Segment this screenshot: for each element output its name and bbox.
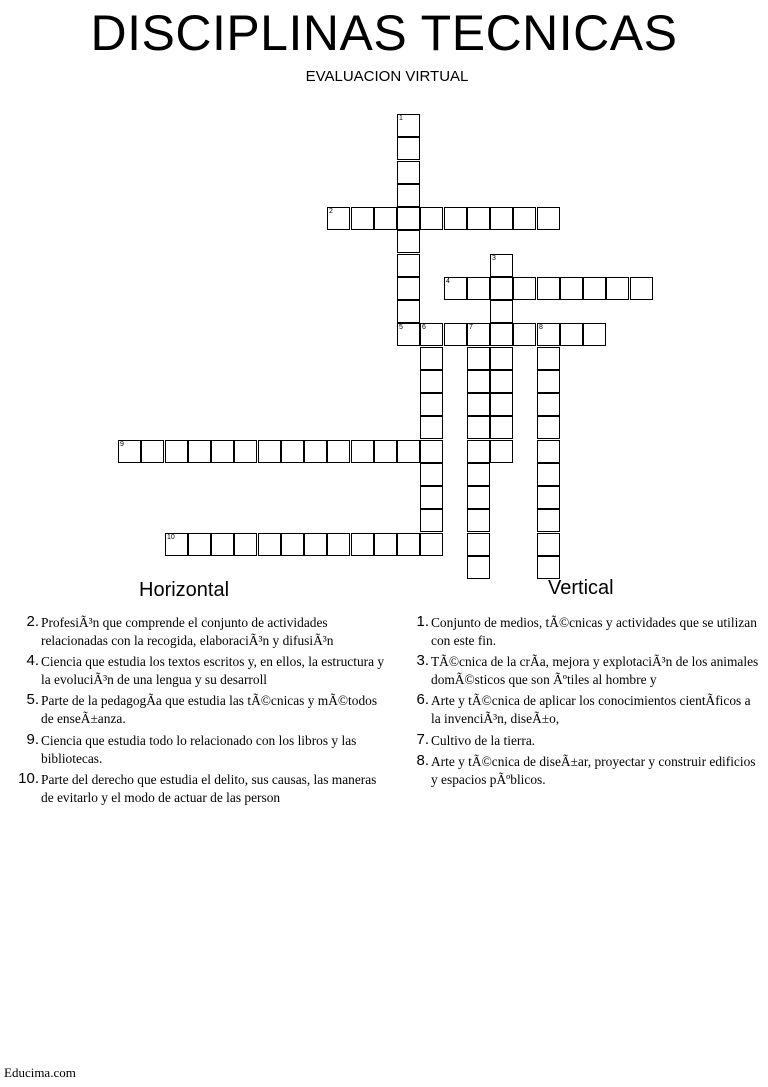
crossword-cell[interactable] bbox=[537, 509, 560, 532]
crossword-cell[interactable] bbox=[583, 323, 606, 346]
crossword-cell[interactable] bbox=[397, 533, 420, 556]
clue-item bbox=[26, 730, 386, 768]
clue-item bbox=[416, 613, 761, 650]
crossword-cell[interactable] bbox=[560, 323, 583, 346]
crossword-cell[interactable] bbox=[374, 207, 397, 230]
crossword-cell[interactable] bbox=[537, 207, 560, 230]
clue-item bbox=[26, 652, 386, 689]
clue-text: Parte de la pedagogÃa que estudia las tÃ©cnicas y mÃ©todos de enseÃ±anza. bbox=[41, 693, 378, 727]
clue-text: Cultivo de la tierra. bbox=[431, 732, 536, 748]
crossword-cell[interactable] bbox=[537, 486, 560, 509]
crossword-cell[interactable] bbox=[444, 323, 467, 346]
crossword-cell[interactable] bbox=[420, 347, 443, 370]
crossword-cell[interactable] bbox=[258, 533, 281, 556]
clue-text: TÃ©cnica de la crÃa, mejora y explotaciÃ³n de los animales domÃ©sticos que son Ãºtiles al hombre y bbox=[431, 654, 759, 688]
crossword-cell[interactable] bbox=[420, 393, 443, 416]
crossword-cell[interactable] bbox=[490, 393, 513, 416]
crossword-cell[interactable] bbox=[606, 277, 629, 300]
clue-item bbox=[416, 751, 761, 789]
crossword-cell[interactable] bbox=[467, 440, 490, 463]
crossword-cell[interactable] bbox=[188, 440, 211, 463]
crossword-cell[interactable] bbox=[537, 463, 560, 486]
crossword-cell[interactable] bbox=[397, 300, 420, 323]
footer-credit: Educima.com bbox=[4, 1065, 76, 1080]
cell-number: 8 bbox=[539, 324, 543, 331]
crossword-cell[interactable] bbox=[490, 323, 513, 346]
crossword-cell[interactable] bbox=[165, 440, 188, 463]
crossword-cell[interactable] bbox=[490, 207, 513, 230]
crossword-cell[interactable] bbox=[444, 277, 467, 300]
horizontal-clues bbox=[18, 613, 386, 810]
crossword-cell[interactable] bbox=[258, 440, 281, 463]
cell-number: 1 bbox=[399, 115, 403, 122]
crossword-cell[interactable] bbox=[513, 207, 536, 230]
clue-text: Ciencia que estudia los textos escritos y, en ellos, la estructura y la evoluciÃ³n de una lengua y su desarroll bbox=[41, 654, 385, 688]
crossword-cell[interactable] bbox=[420, 416, 443, 439]
crossword-cell[interactable] bbox=[397, 440, 420, 463]
crossword-cell[interactable] bbox=[560, 277, 583, 300]
clue-number: 8. bbox=[416, 751, 429, 769]
crossword-cell[interactable] bbox=[490, 347, 513, 370]
crossword-cell[interactable] bbox=[420, 486, 443, 509]
clue-item bbox=[26, 691, 386, 728]
vertical-heading: Vertical bbox=[548, 577, 614, 599]
clue-number: 9. bbox=[26, 730, 39, 748]
crossword-cell[interactable] bbox=[397, 161, 420, 184]
crossword-cell[interactable] bbox=[467, 393, 490, 416]
crossword-cell[interactable] bbox=[420, 370, 443, 393]
crossword-cell[interactable] bbox=[467, 370, 490, 393]
crossword-cell[interactable] bbox=[537, 277, 560, 300]
crossword-cell[interactable] bbox=[211, 533, 234, 556]
crossword-cell[interactable] bbox=[490, 370, 513, 393]
crossword-cell[interactable] bbox=[420, 323, 443, 346]
clue-text: Parte del derecho que estudia el delito, sus causas, las maneras de evitarlo y el modo de actuar de las person bbox=[41, 771, 377, 805]
crossword-cell[interactable] bbox=[188, 533, 211, 556]
clue-text: Ciencia que estudia todo lo relacionado con los libros y las bibliotecas. bbox=[41, 732, 357, 766]
cell-number: 4 bbox=[446, 278, 450, 285]
crossword-cell[interactable] bbox=[374, 440, 397, 463]
crossword-cell[interactable] bbox=[467, 463, 490, 486]
crossword-cell[interactable] bbox=[420, 440, 443, 463]
crossword-cell[interactable] bbox=[141, 440, 164, 463]
crossword-cell[interactable] bbox=[490, 300, 513, 323]
crossword-cell[interactable] bbox=[513, 323, 536, 346]
crossword-cell[interactable] bbox=[397, 254, 420, 277]
crossword-cell[interactable] bbox=[537, 370, 560, 393]
crossword-cell[interactable] bbox=[374, 533, 397, 556]
crossword-cell[interactable] bbox=[327, 533, 350, 556]
crossword-cell[interactable] bbox=[537, 533, 560, 556]
crossword-cell[interactable] bbox=[490, 254, 513, 277]
clue-text: ProfesiÃ³n que comprende el conjunto de actividades relacionadas con la recogida, elaboraciÃ³n y difusiÃ³n bbox=[41, 615, 334, 648]
clue-number: 10. bbox=[18, 769, 39, 787]
clue-number: 3. bbox=[416, 652, 429, 670]
cell-number: 6 bbox=[422, 324, 426, 331]
cell-number: 2 bbox=[329, 208, 333, 215]
cell-number: 3 bbox=[492, 255, 496, 262]
page-subtitle: EVALUACION VIRTUAL bbox=[305, 68, 469, 85]
cell-number: 7 bbox=[469, 324, 473, 331]
crossword-cell[interactable] bbox=[467, 416, 490, 439]
clue-item bbox=[416, 691, 761, 728]
clue-item bbox=[416, 652, 761, 689]
crossword-cell[interactable] bbox=[211, 440, 234, 463]
crossword-cell[interactable] bbox=[327, 207, 350, 230]
crossword-cell[interactable] bbox=[304, 440, 327, 463]
crossword-cell[interactable] bbox=[118, 440, 141, 463]
clue-item bbox=[18, 769, 386, 807]
crossword-cell[interactable] bbox=[583, 277, 606, 300]
clue-number: 6. bbox=[416, 691, 429, 709]
crossword-cell[interactable] bbox=[397, 184, 420, 207]
crossword-cell[interactable] bbox=[467, 207, 490, 230]
crossword-cell[interactable] bbox=[327, 440, 350, 463]
crossword-cell[interactable] bbox=[234, 533, 257, 556]
crossword-cell[interactable] bbox=[467, 277, 490, 300]
crossword-cell[interactable] bbox=[490, 277, 513, 300]
crossword-cell[interactable] bbox=[513, 277, 536, 300]
crossword-cell[interactable] bbox=[165, 533, 188, 556]
crossword-cell[interactable] bbox=[467, 556, 490, 579]
crossword-cell[interactable] bbox=[351, 533, 374, 556]
crossword-cell[interactable] bbox=[397, 207, 420, 230]
crossword-cell[interactable] bbox=[537, 416, 560, 439]
clue-number: 5. bbox=[26, 691, 39, 709]
clue-number: 4. bbox=[26, 652, 39, 670]
clue-text: Arte y tÃ©cnica de diseÃ±ar, proyectar y construir edificios y espacios pÃºblicos. bbox=[431, 753, 756, 787]
crossword-cell[interactable] bbox=[537, 440, 560, 463]
crossword-cell[interactable] bbox=[630, 277, 653, 300]
crossword-cell[interactable] bbox=[420, 533, 443, 556]
crossword-cell[interactable] bbox=[420, 509, 443, 532]
crossword-cell[interactable] bbox=[397, 323, 420, 346]
page-title: DISCIPLINAS TECNICAS bbox=[90, 5, 678, 61]
crossword-cell[interactable] bbox=[467, 486, 490, 509]
clue-number: 1. bbox=[416, 613, 429, 630]
clue-item bbox=[26, 613, 386, 650]
clue-text: Arte y tÃ©cnica de aplicar los conocimientos cientÃficos a la invenciÃ³n, diseÃ±o, bbox=[431, 693, 751, 727]
crossword-cell[interactable] bbox=[397, 230, 420, 253]
crossword-cell[interactable] bbox=[281, 440, 304, 463]
crossword-cell[interactable] bbox=[397, 277, 420, 300]
crossword-cell[interactable] bbox=[467, 323, 490, 346]
crossword-cell[interactable] bbox=[351, 440, 374, 463]
crossword-cell[interactable] bbox=[420, 207, 443, 230]
crossword-cell[interactable] bbox=[490, 416, 513, 439]
crossword-cell[interactable] bbox=[234, 440, 257, 463]
clue-item bbox=[416, 730, 761, 750]
cell-number: 9 bbox=[120, 441, 124, 448]
crossword-cell[interactable] bbox=[397, 137, 420, 160]
crossword-cell[interactable] bbox=[467, 509, 490, 532]
clue-number: 7. bbox=[416, 730, 429, 748]
crossword-cell[interactable] bbox=[304, 533, 327, 556]
crossword-cell[interactable] bbox=[351, 207, 374, 230]
cell-number: 10 bbox=[167, 534, 175, 541]
crossword-cell[interactable] bbox=[537, 323, 560, 346]
cell-number: 5 bbox=[399, 324, 403, 331]
crossword-cell[interactable] bbox=[281, 533, 304, 556]
crossword-cell[interactable] bbox=[420, 463, 443, 486]
vertical-clues bbox=[416, 613, 761, 792]
crossword-cell[interactable] bbox=[467, 533, 490, 556]
crossword-cell[interactable] bbox=[444, 207, 467, 230]
crossword-cell[interactable] bbox=[537, 393, 560, 416]
crossword-cell[interactable] bbox=[467, 347, 490, 370]
crossword-cell[interactable] bbox=[537, 347, 560, 370]
clue-number: 2. bbox=[26, 613, 39, 630]
clue-text: Conjunto de medios, tÃ©cnicas y actividades que se utilizan con este fin. bbox=[431, 615, 757, 648]
crossword-cell[interactable] bbox=[490, 440, 513, 463]
horizontal-heading: Horizontal bbox=[139, 579, 230, 601]
crossword-cell[interactable] bbox=[397, 114, 420, 137]
